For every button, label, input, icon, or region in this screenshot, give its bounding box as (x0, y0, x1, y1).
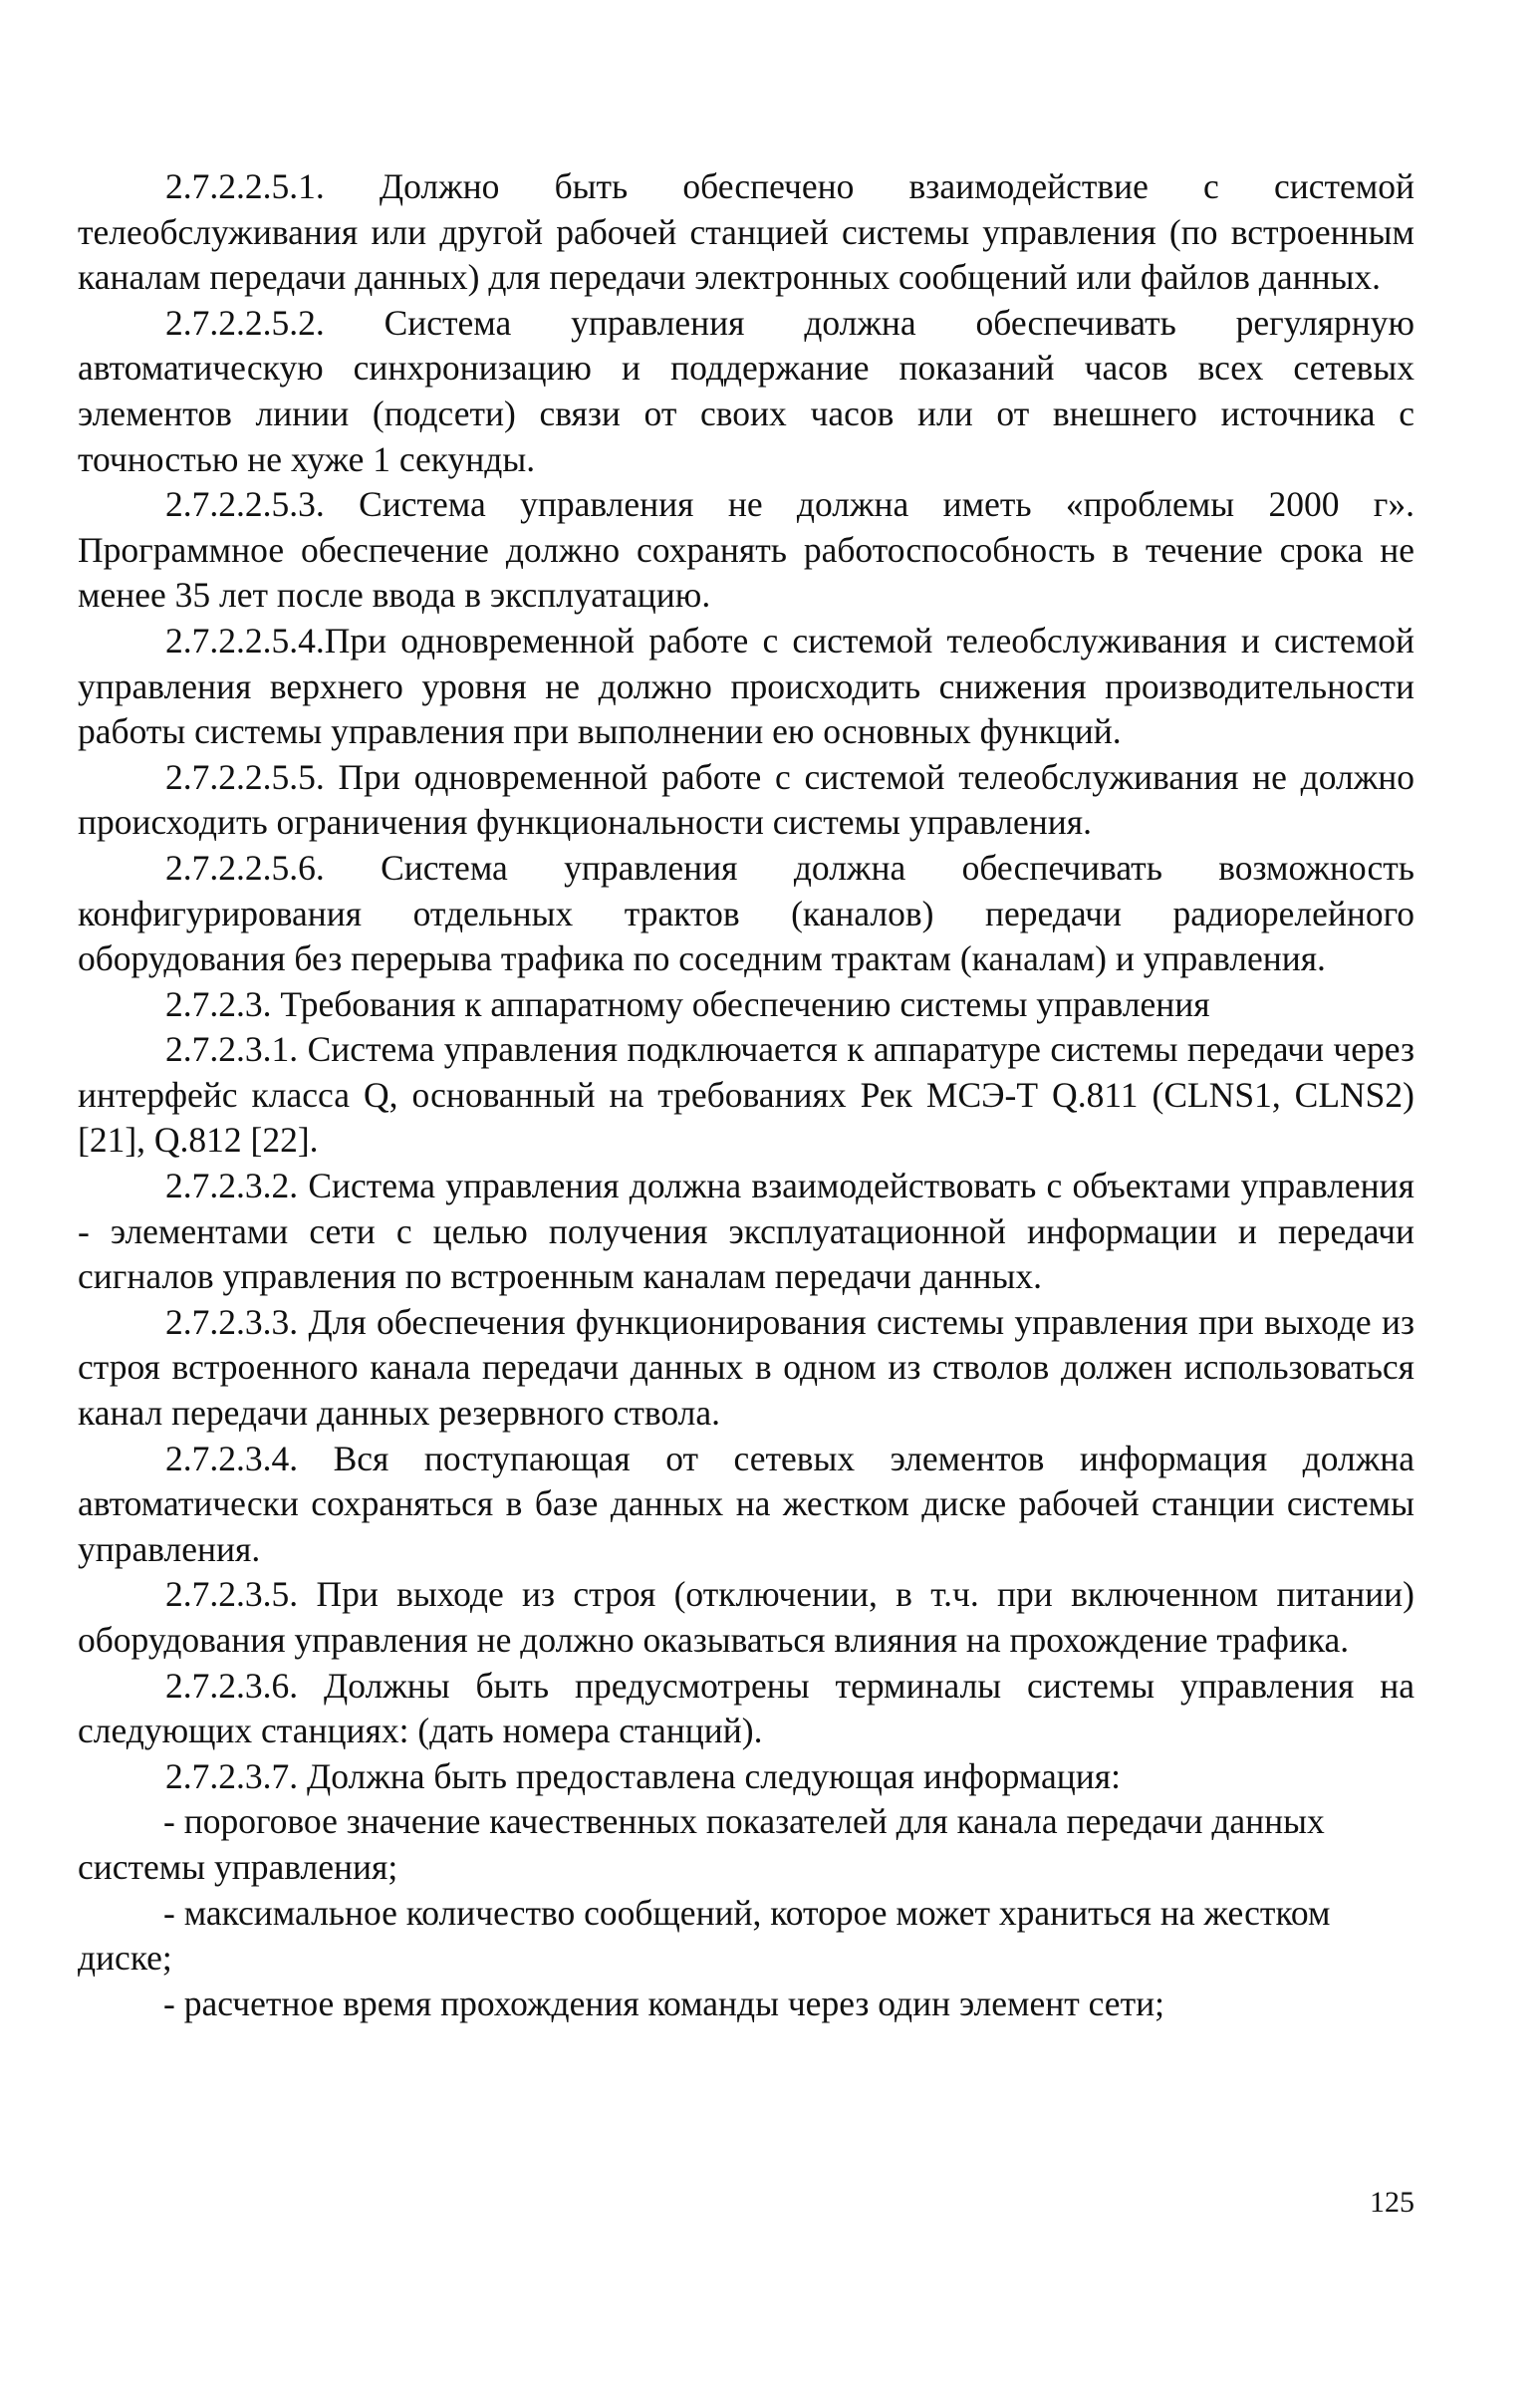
page-number: 125 (1370, 2186, 1414, 2219)
paragraph-2-7-2-3-6: 2.7.2.3.6. Должны быть предусмотрены терминалы системы управления на следующих станциях: (дать номера станций). (78, 1665, 1414, 1751)
paragraph-2-7-2-3-3: 2.7.2.3.3. Для обеспечения функционирования системы управления при выходе из строя встроенного канала передачи данных в одном из стволов должен использоваться канал передачи данных резервного ствола. (78, 1301, 1414, 1434)
paragraph-2-7-2-3-7: 2.7.2.3.7. Должна быть предоставлена следующая информация: (165, 1755, 1121, 1796)
list-item: - расчетное время прохождения команды через один элемент сети; (163, 1983, 1164, 2023)
paragraph-2-7-2-3-2: 2.7.2.3.2. Система управления должна взаимодействовать с объектами управления - элементами сети с целью получения эксплуатационной информации и передачи сигналов управления по встроенным каналам передачи данных. (78, 1166, 1414, 1297)
document-body (78, 164, 1414, 2026)
paragraph-2-7-2-2-5-3: 2.7.2.2.5.3. Система управления не должна иметь «проблемы 2000 г». Программное обеспечение должно сохранять работоспособность в течение срока не менее 35 лет после ввода в эксплуатацию. (78, 484, 1414, 616)
paragraph-2-7-2-2-5-5: 2.7.2.2.5.5. При одновременной работе с системой телеобслуживания не должно происходить ограничения функциональности системы управления. (78, 756, 1414, 843)
list-item: - максимальное количество сообщений, которое может храниться на жестком диске; (78, 1892, 1331, 1979)
paragraph-2-7-2-2-5-2: 2.7.2.2.5.2. Система управления должна обеспечивать регулярную автоматическую синхронизацию и поддержание показаний часов всех сетевых элементов линии (подсети) связи от своих часов или от внешнего источника с точностью не хуже 1 секунды. (78, 302, 1414, 479)
paragraph-2-7-2-3-1: 2.7.2.3.1. Система управления подключается к аппаратуре системы передачи через интерфейс класса Q, основанный на требованиях Рек МСЭ-Т Q.811 (CLNS1, CLNS2) [21], Q.812 [22]. (78, 1029, 1414, 1161)
paragraph-2-7-2-3-5: 2.7.2.3.5. При выходе из строя (отключении, в т.ч. при включенном питании) оборудования управления не должно оказываться влияния на прохождение трафика. (78, 1574, 1414, 1660)
paragraph-2-7-2-2-5-1: 2.7.2.2.5.1. Должно быть обеспечено взаимодействие с системой телеобслуживания или другой рабочей станцией системы управления (по встроенным каналам передачи данных) для передачи электронных сообщений или файлов данных. (78, 166, 1414, 298)
paragraph-2-7-2-3-4: 2.7.2.3.4. Вся поступающая от сетевых элементов информация должна автоматически сохраняться в базе данных на жестком диске рабочей станции системы управления. (78, 1438, 1414, 1569)
list-item: - пороговое значение качественных показателей для канала передачи данных системы управления; (78, 1801, 1325, 1887)
paragraph-2-7-2-2-5-6: 2.7.2.2.5.6. Система управления должна обеспечивать возможность конфигурирования отдельных трактов (каналов) передачи радиорелейного оборудования без перерыва трафика по соседним трактам (каналам) и управления. (78, 847, 1414, 979)
section-heading-2-7-2-3: 2.7.2.3. Требования к аппаратному обеспечению системы управления (165, 983, 1210, 1024)
paragraph-2-7-2-2-5-4: 2.7.2.2.5.4.При одновременной работе с системой телеобслуживания и системой управления верхнего уровня не должно происходить снижения производительности работы системы управления при выполнении ею основных функций. (78, 620, 1414, 752)
